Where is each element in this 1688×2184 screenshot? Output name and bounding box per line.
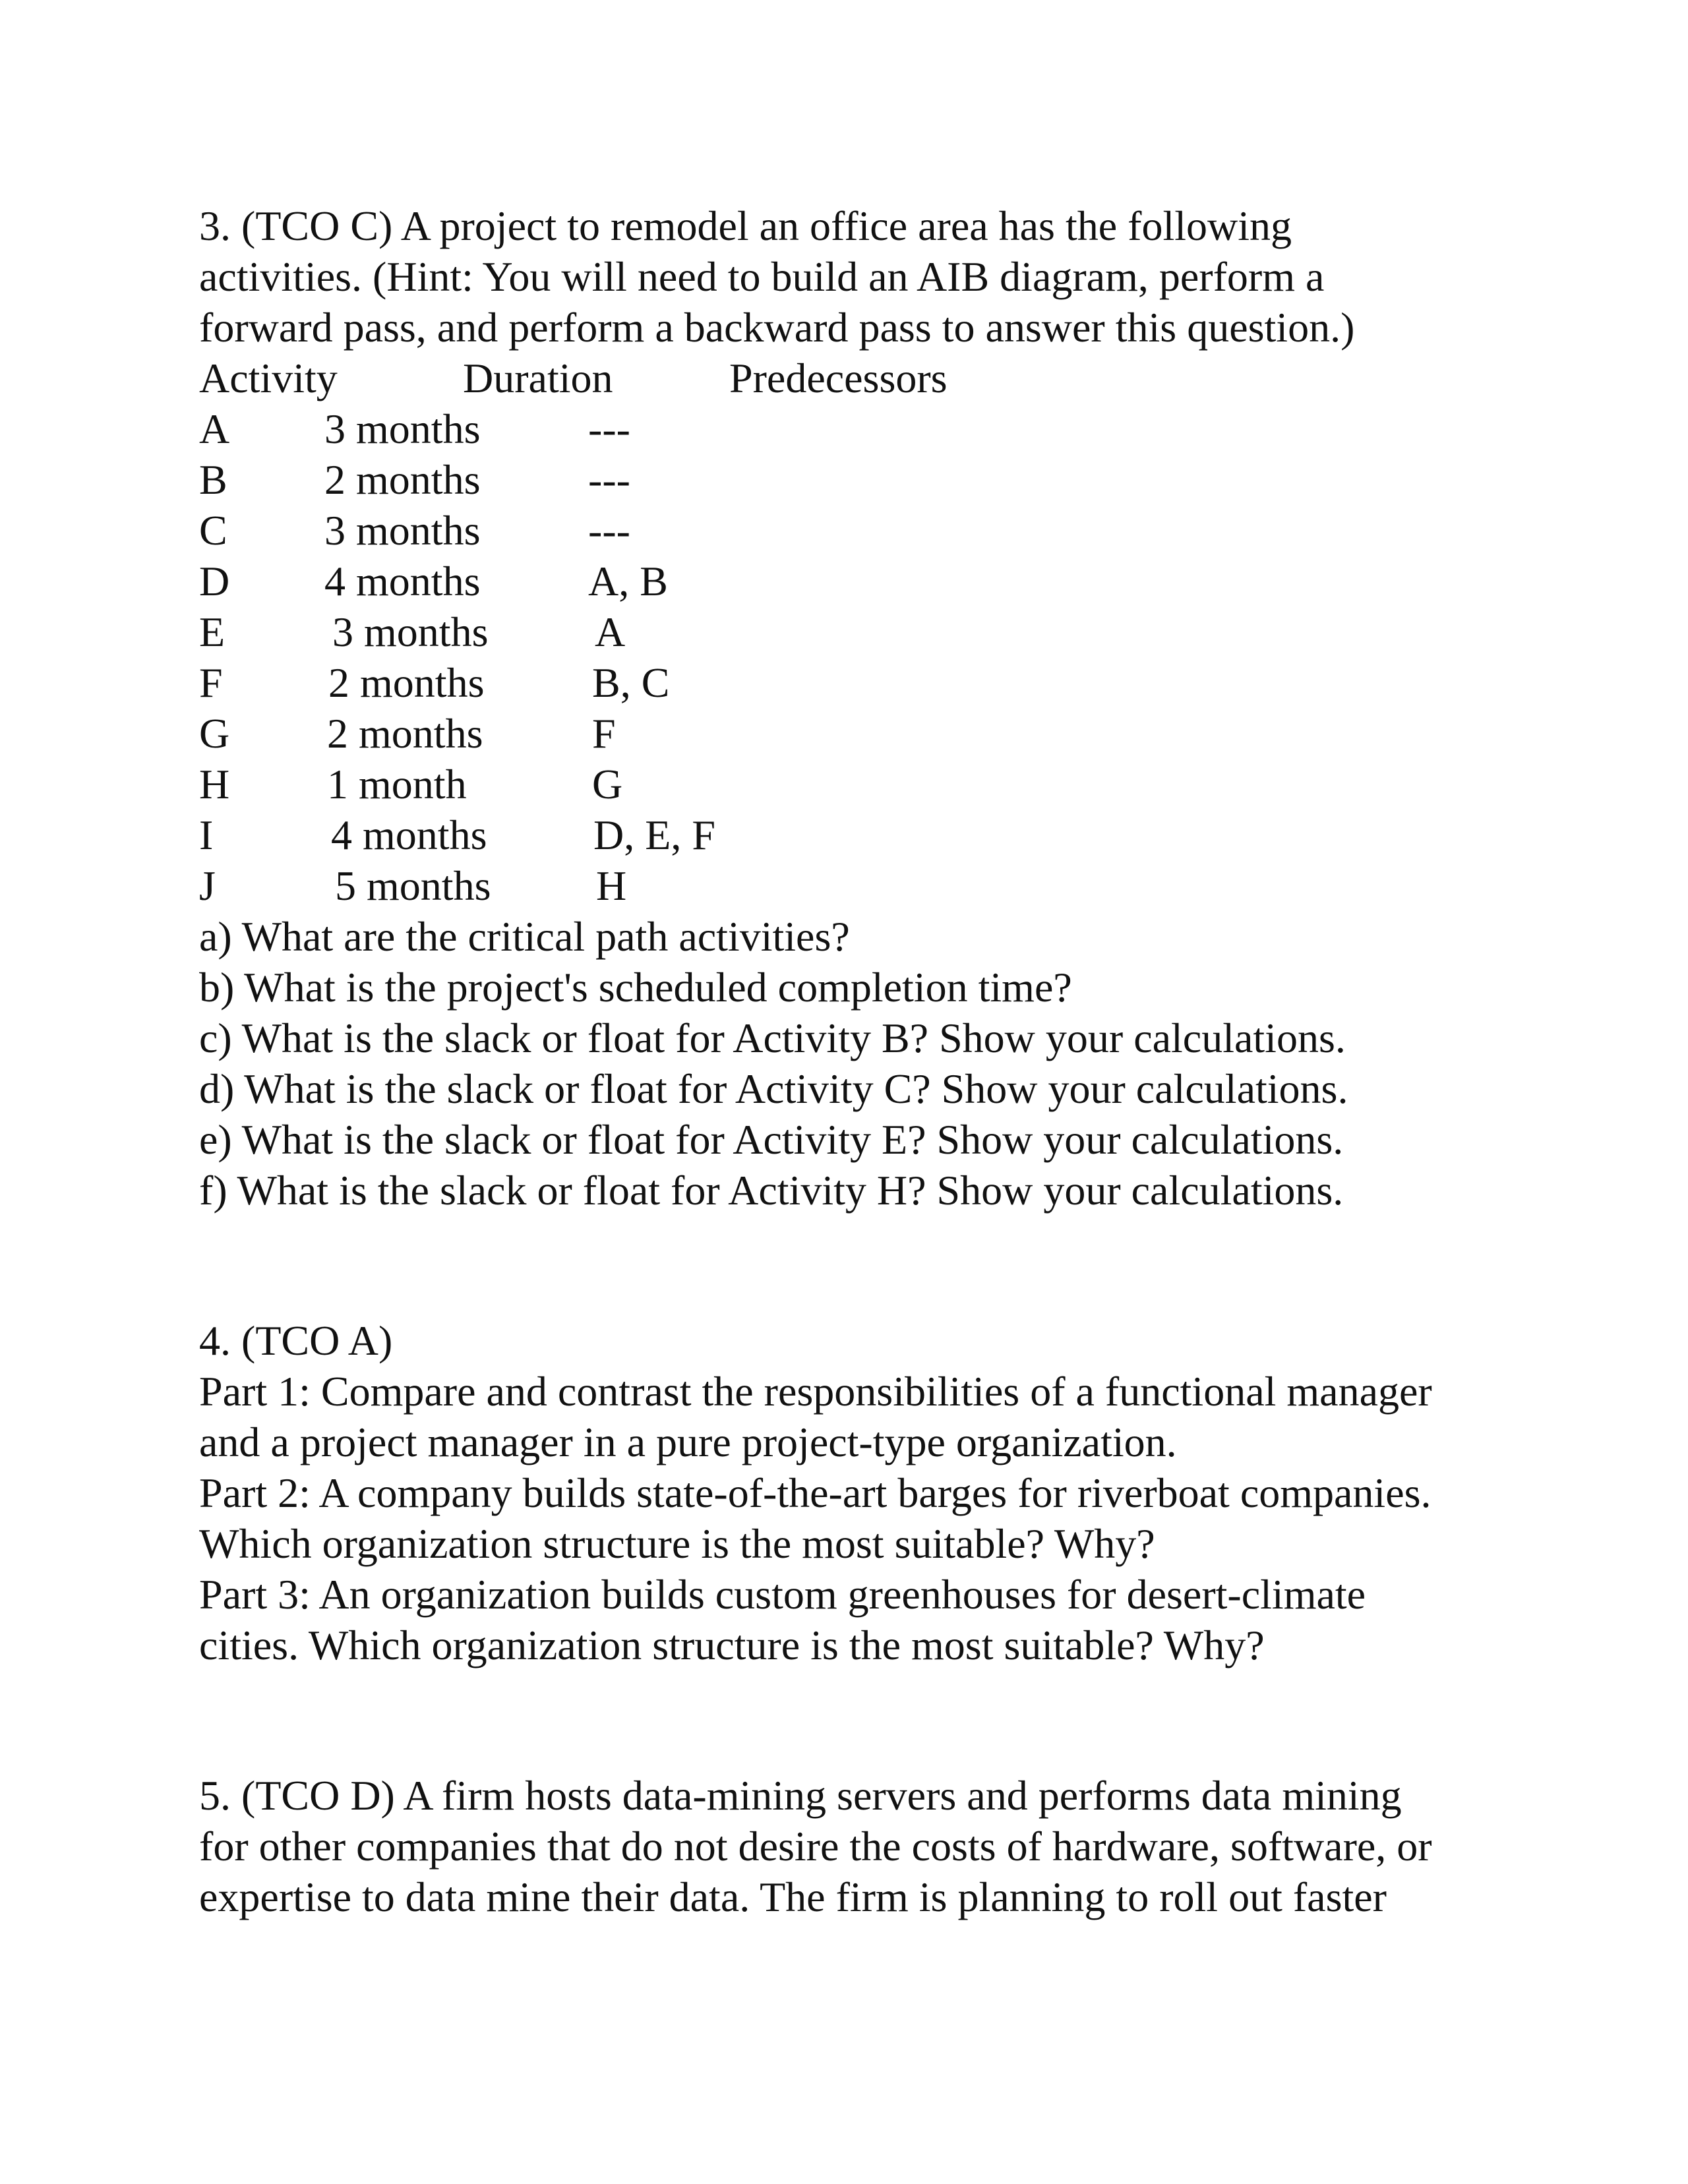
duration-cell: 2 months <box>328 659 485 706</box>
q4-line-1: 4. (TCO A) <box>199 1317 393 1364</box>
q3-question-b: b) What is the project's scheduled completion time? <box>199 964 1072 1011</box>
table-header-predecessors: Predecessors <box>729 355 948 401</box>
activity-cell: F <box>199 659 223 706</box>
q3-intro-line-1: 3. (TCO C) A project to remodel an office area has the following <box>199 202 1292 249</box>
predecessors-cell: A, B <box>588 558 668 605</box>
q4-line-7: cities. Which organization structure is the most suitable? Why? <box>199 1622 1265 1668</box>
activity-cell: G <box>199 710 230 757</box>
activity-cell: I <box>199 812 214 858</box>
duration-cell: 1 month <box>327 761 467 808</box>
activity-cell: J <box>199 862 216 909</box>
q3-question-c: c) What is the slack or float for Activity B? Show your calculations. <box>199 1015 1346 1061</box>
q4-line-6: Part 3: An organization builds custom greenhouses for desert-climate <box>199 1571 1366 1618</box>
q3-question-f: f) What is the slack or float for Activity H? Show your calculations. <box>199 1167 1344 1214</box>
q4-line-4: Part 2: A company builds state-of-the-art barges for riverboat companies. <box>199 1469 1432 1516</box>
predecessors-cell: A <box>595 608 626 655</box>
table-header-activity: Activity <box>199 355 338 401</box>
table-header-duration: Duration <box>463 355 613 401</box>
q3-intro-line-3: forward pass, and perform a backward pass to answer this question.) <box>199 304 1355 351</box>
duration-cell: 3 months <box>324 405 481 452</box>
duration-cell: 3 months <box>332 608 489 655</box>
activity-cell: E <box>199 608 226 655</box>
predecessors-cell: F <box>592 710 616 757</box>
q5-line-3: expertise to data mine their data. The firm is planning to roll out faster <box>199 1874 1387 1920</box>
duration-cell: 4 months <box>324 558 481 605</box>
predecessors-cell: D, E, F <box>593 812 715 858</box>
q3-question-d: d) What is the slack or float for Activity C? Show your calculations. <box>199 1065 1348 1112</box>
predecessors-cell: G <box>592 761 623 808</box>
activity-cell: D <box>199 558 230 605</box>
activity-cell: B <box>199 456 227 503</box>
q5-line-2: for other companies that do not desire the costs of hardware, software, or <box>199 1823 1432 1870</box>
duration-cell: 3 months <box>324 507 481 554</box>
q4-line-2: Part 1: Compare and contrast the responsibilities of a functional manager <box>199 1368 1432 1415</box>
duration-cell: 2 months <box>327 710 483 757</box>
duration-cell: 4 months <box>331 812 487 858</box>
q5-line-1: 5. (TCO D) A firm hosts data-mining servers and performs data mining <box>199 1772 1402 1819</box>
q3-question-a: a) What are the critical path activities? <box>199 913 850 960</box>
q4-line-3: and a project manager in a pure project-type organization. <box>199 1419 1177 1465</box>
duration-cell: 5 months <box>335 862 491 909</box>
activity-cell: H <box>199 761 230 808</box>
q4-line-5: Which organization structure is the most suitable? Why? <box>199 1520 1155 1567</box>
q3-intro-line-2: activities. (Hint: You will need to build an AIB diagram, perform a <box>199 253 1325 300</box>
q3-question-e: e) What is the slack or float for Activity E? Show your calculations. <box>199 1116 1344 1163</box>
predecessors-cell: --- <box>588 507 630 554</box>
duration-cell: 2 months <box>324 456 481 503</box>
activity-cell: A <box>199 405 230 452</box>
predecessors-cell: --- <box>588 456 630 503</box>
predecessors-cell: --- <box>588 405 630 452</box>
predecessors-cell: H <box>596 862 627 909</box>
predecessors-cell: B, C <box>592 659 670 706</box>
activity-cell: C <box>199 507 227 554</box>
